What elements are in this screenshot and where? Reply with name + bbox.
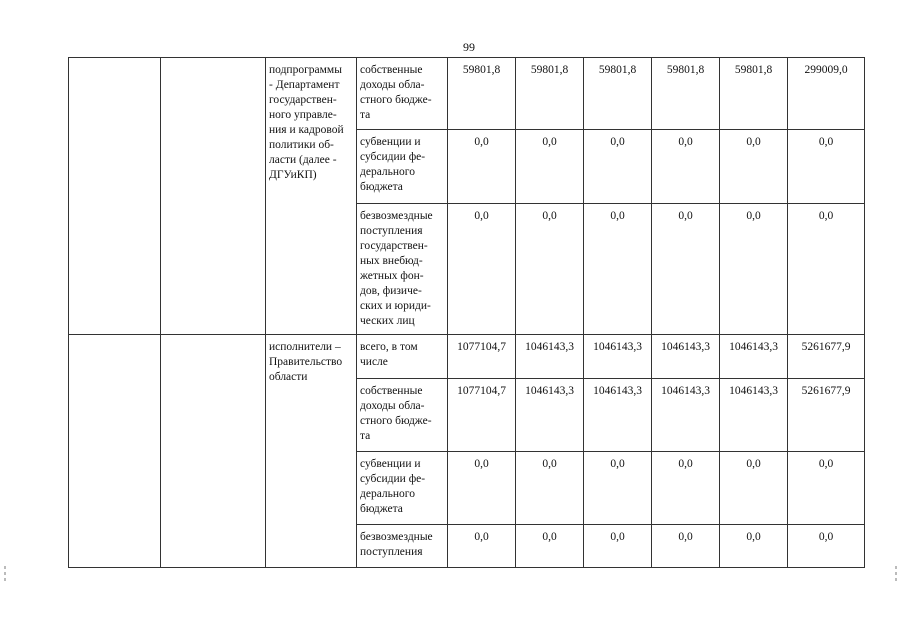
scan-edge-mark-icon: [893, 566, 899, 582]
total-cell: 5261677,9: [788, 335, 865, 379]
value-cell: 59801,8: [720, 58, 788, 130]
value-cell: 0,0: [720, 452, 788, 525]
funding-source-cell: собственные доходы обла- стного бюдже- та: [357, 58, 448, 130]
value-cell: 1077104,7: [448, 379, 516, 452]
funding-source-cell: собственные доходы обла- стного бюдже- та: [357, 379, 448, 452]
value-cell: 1046143,3: [516, 335, 584, 379]
budget-table: [68, 57, 865, 568]
value-cell: 59801,8: [584, 58, 652, 130]
value-cell: 0,0: [516, 204, 584, 335]
value-cell: 0,0: [720, 204, 788, 335]
total-cell: 0,0: [788, 525, 865, 568]
value-cell: 1046143,3: [720, 379, 788, 452]
value-cell: 0,0: [448, 204, 516, 335]
value-cell: 59801,8: [448, 58, 516, 130]
empty-cell: [69, 335, 161, 568]
scan-edge-mark: [2, 566, 8, 584]
value-cell: 59801,8: [516, 58, 584, 130]
scan-edge-mark-icon: [2, 566, 8, 582]
value-cell: 1046143,3: [652, 379, 720, 452]
table-row: [69, 335, 865, 379]
value-cell: 0,0: [720, 130, 788, 204]
table-row: [69, 58, 865, 130]
value-cell: 1046143,3: [516, 379, 584, 452]
total-cell: 0,0: [788, 130, 865, 204]
organization-cell: подпрограммы - Департамент государствен- ного управле- ния и кадровой политики об- ласти (далее - ДГУиКП): [266, 58, 357, 335]
total-cell: 5261677,9: [788, 379, 865, 452]
value-cell: 0,0: [652, 525, 720, 568]
value-cell: 0,0: [448, 452, 516, 525]
value-cell: 1046143,3: [652, 335, 720, 379]
funding-source-cell: всего, в том числе: [357, 335, 448, 379]
value-cell: 0,0: [584, 130, 652, 204]
value-cell: 1046143,3: [584, 379, 652, 452]
value-cell: 0,0: [652, 130, 720, 204]
value-cell: 1046143,3: [720, 335, 788, 379]
value-cell: 0,0: [516, 452, 584, 525]
empty-cell: [69, 58, 161, 335]
value-cell: 0,0: [720, 525, 788, 568]
funding-source-cell: субвенции и субсидии фе- дерального бюджета: [357, 452, 448, 525]
value-cell: 0,0: [584, 204, 652, 335]
value-cell: 1046143,3: [584, 335, 652, 379]
value-cell: 0,0: [652, 452, 720, 525]
funding-source-cell: безвозмездные поступления государствен- ных внебюд- жетных фон- дов, физиче- ских и юриди- ческих лиц: [357, 204, 448, 335]
scan-edge-mark: [893, 566, 899, 584]
value-cell: 0,0: [584, 452, 652, 525]
funding-source-cell: субвенции и субсидии фе- дерального бюджета: [357, 130, 448, 204]
total-cell: 0,0: [788, 452, 865, 525]
empty-cell: [161, 58, 266, 335]
value-cell: 0,0: [652, 204, 720, 335]
value-cell: 59801,8: [652, 58, 720, 130]
value-cell: 1077104,7: [448, 335, 516, 379]
total-cell: 0,0: [788, 204, 865, 335]
page-number: 99: [463, 40, 475, 54]
funding-source-cell: безвозмездные поступления: [357, 525, 448, 568]
value-cell: 0,0: [448, 130, 516, 204]
organization-cell: исполнители – Правительство области: [266, 335, 357, 568]
value-cell: 0,0: [448, 525, 516, 568]
empty-cell: [161, 335, 266, 568]
total-cell: 299009,0: [788, 58, 865, 130]
value-cell: 0,0: [584, 525, 652, 568]
value-cell: 0,0: [516, 525, 584, 568]
value-cell: 0,0: [516, 130, 584, 204]
